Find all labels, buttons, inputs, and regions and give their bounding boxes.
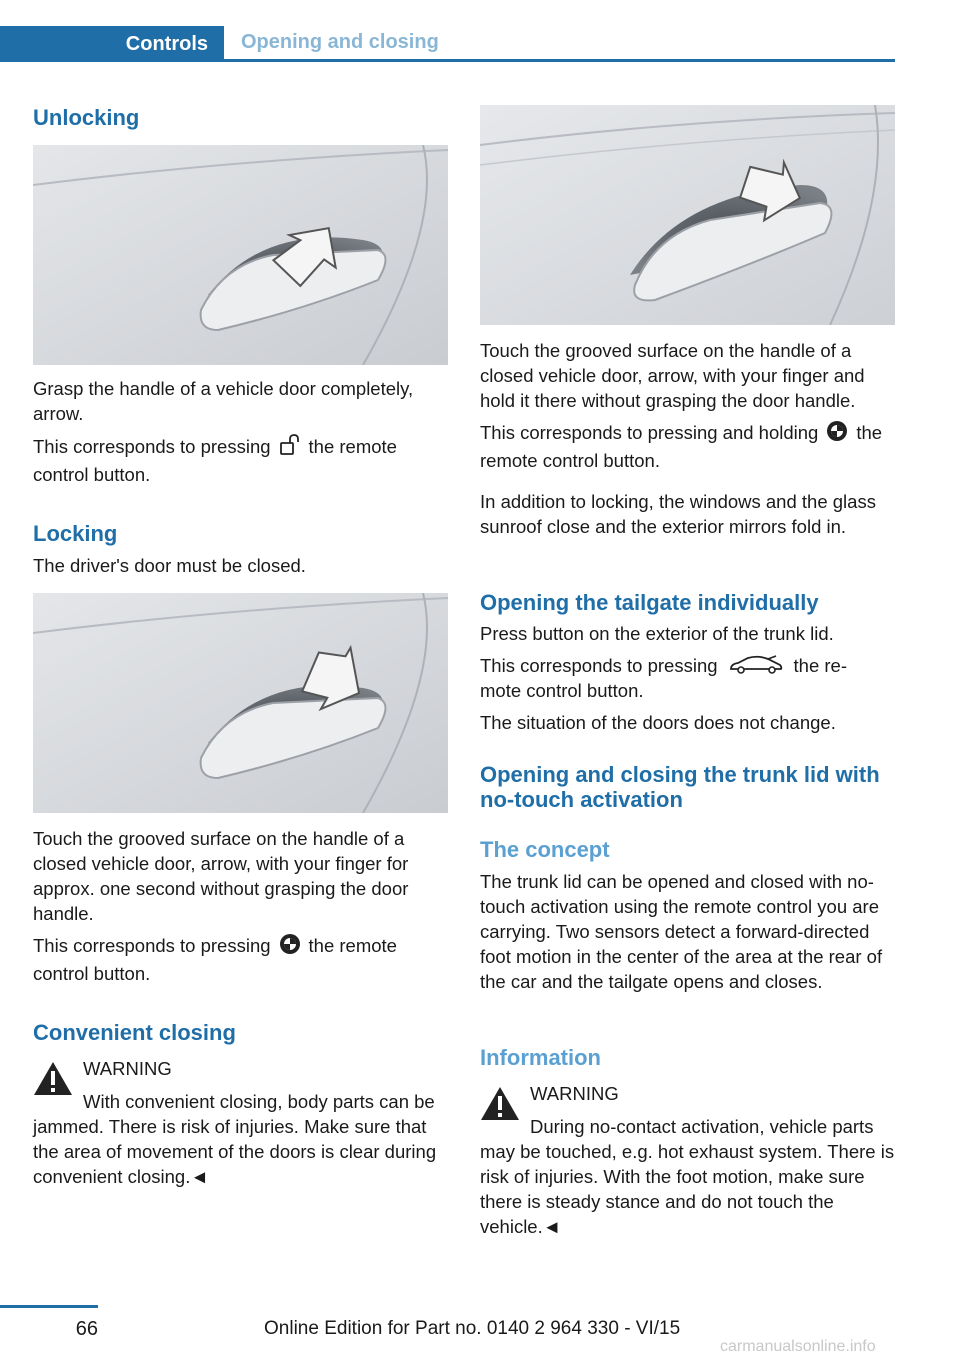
watermark: carmanualsonline.info <box>720 1338 876 1355</box>
locking-heading: Locking <box>33 521 118 546</box>
no-touch-heading-line2: no-touch activation <box>480 787 683 812</box>
touch-remote-note <box>480 420 895 473</box>
tailgate-heading: Opening the tailgate individually <box>480 590 819 615</box>
tailgate-remote-note-post: the re- <box>793 655 847 676</box>
section-tab[interactable]: Opening and closing <box>241 31 439 53</box>
unlock-icon <box>279 434 301 462</box>
door-handle-lock-image <box>33 593 448 813</box>
edition-info: Online Edition for Part no. 0140 2 964 330 - VI/15 <box>264 1318 681 1339</box>
door-handle-touch-image <box>480 105 895 325</box>
bmw-logo-icon <box>826 420 848 448</box>
tailgate-instruction: Press button on the exterior of the trunk lid. <box>480 623 834 644</box>
unlocking-remote-note-pre: This corresponds to pressing <box>33 436 271 457</box>
unlocking-remote-note <box>33 434 448 487</box>
bmw-logo-icon <box>279 933 301 961</box>
page-number: 66 <box>75 1318 98 1340</box>
touch-remote-note-pre: This corresponds to pressing and holding <box>480 422 819 443</box>
footer-rule <box>0 1305 98 1308</box>
unlocking-heading: Unlocking <box>33 105 140 130</box>
touch-remote-note-post: the remote control button. <box>480 422 883 472</box>
concept-heading: The concept <box>480 837 610 862</box>
unlocking-remote-note-post: the remote control button. <box>33 436 397 486</box>
convenient-warning-text: With convenient closing, body parts can be jammed. There is risk of injuries. Make sure that the area of movement of the doors is clear during convenient closing.◄ <box>33 1091 437 1187</box>
locking-remote-note-pre: This corresponds to pressing <box>33 935 271 956</box>
unlocking-instruction: Grasp the handle of a vehicle door completely, arrow. <box>33 378 414 424</box>
information-heading: Information <box>480 1045 601 1070</box>
tailgate-remote-note-cont: mote control button. <box>480 680 644 701</box>
touch-instruction: Touch the grooved surface on the handle of a closed vehicle door, arrow, with your finger and hold it there without grasping the door handle. <box>480 340 865 411</box>
locking-intro: The driver's door must be closed. <box>33 555 306 576</box>
tailgate-remote-note-pre: This corresponds to pressing <box>480 655 718 676</box>
door-handle-unlock-image <box>33 145 448 365</box>
locking-remote-note-post: the remote control button. <box>33 935 397 985</box>
convenient-closing-heading: Convenient closing <box>33 1020 236 1045</box>
information-warning-text: During no-contact activation, vehicle parts may be touched, e.g. hot exhaust system. There is risk of injuries. With the foot motion, make sure there is steady stance and do not touch the vehicle.◄ <box>480 1116 895 1237</box>
no-touch-heading-line1: Opening and closing the trunk lid with <box>480 762 880 787</box>
concept-text: The trunk lid can be opened and closed with no-touch activation using the remote control you are carrying. Two sensors detect a forward-directed foot motion in the center of the area at the rear of the car and the tailgate opens and closes. <box>480 871 883 992</box>
convenient-warning-label: WARNING <box>83 1058 172 1079</box>
car-trunk-icon <box>728 654 784 680</box>
information-warning-label: WARNING <box>530 1083 619 1104</box>
tailgate-remote-note <box>480 653 847 680</box>
locking-remote-note <box>33 933 448 986</box>
chapter-tab[interactable]: Controls <box>0 26 224 62</box>
locking-instruction: Touch the grooved surface on the handle of a closed vehicle door, arrow, with your finger for approx. one second without grasping the door handle. <box>33 828 409 924</box>
tailgate-doors-note: The situation of the doors does not change. <box>480 712 836 733</box>
touch-additional: In addition to locking, the windows and the glass sunroof close and the exterior mirrors fold in. <box>480 491 876 537</box>
